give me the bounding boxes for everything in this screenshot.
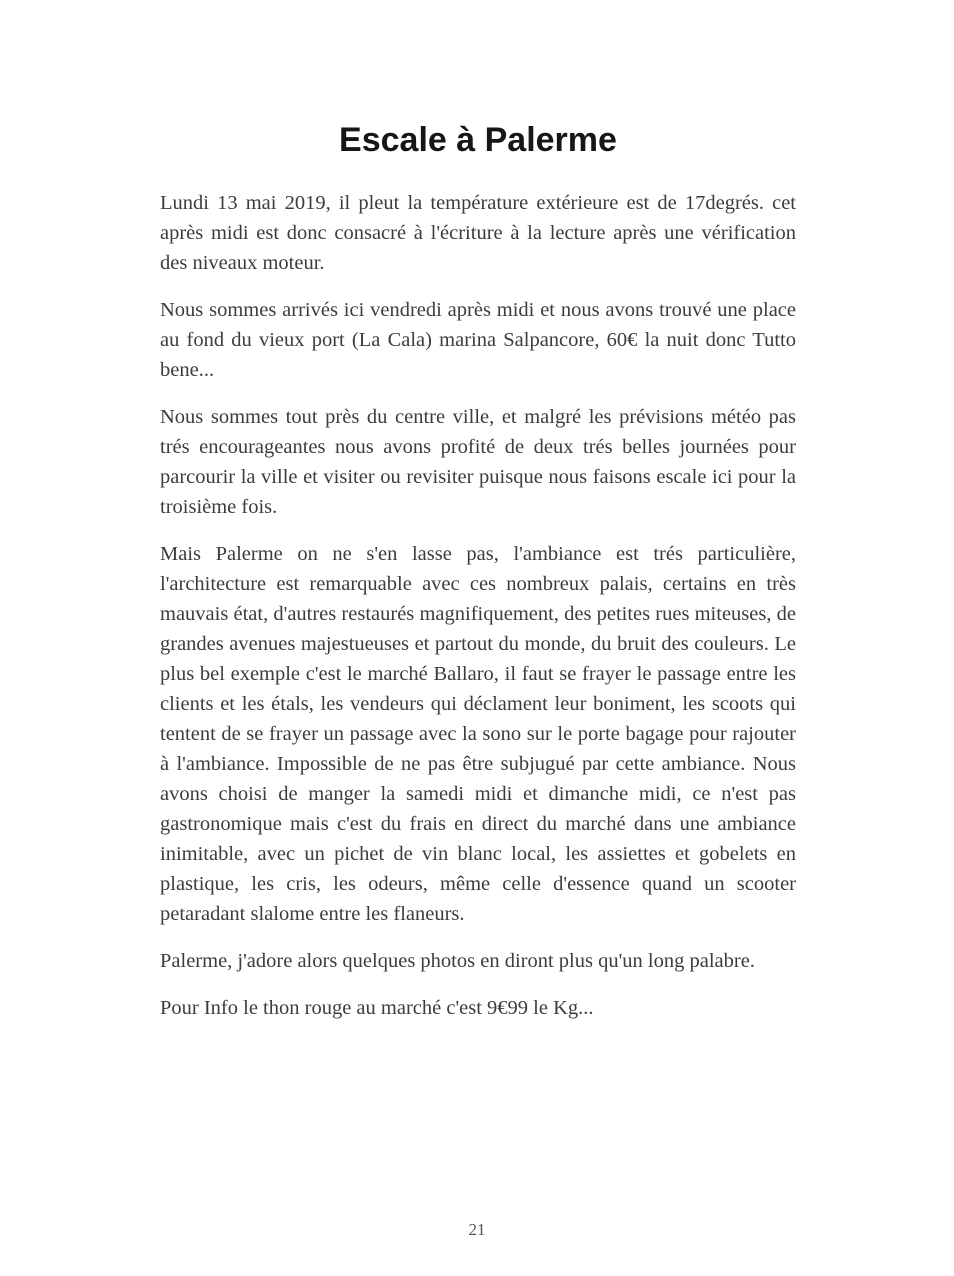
paragraph-tuna-price: Pour Info le thon rouge au marché c'est 9€99 le Kg... <box>160 997 594 1019</box>
document-content <box>160 118 796 1023</box>
paragraph-photos: Palerme, j'adore alors quelques photos en diront plus qu'un long palabre. <box>160 950 755 972</box>
paragraph-arrival-port: Nous sommes arrivés ici vendredi après midi et nous avons trouvé une place au fond du vieux port (La Cala) marina Salpancore, 60€ la nuit donc Tutto bene... <box>160 299 796 381</box>
paragraph-city-visit: Nous sommes tout près du centre ville, et malgré les prévisions météo pas trés encourageantes nous avons profité de deux trés belles journées pour parcourir la ville et visiter ou revisiter puisque nous faisons escale ici pour la troisième fois. <box>160 406 796 518</box>
page-title: Escale à Palerme <box>339 121 617 159</box>
paragraph-palermo-ambiance: Mais Palerme on ne s'en lasse pas, l'ambiance est trés particulière, l'architecture est remarquable avec ces nombreux palais, certains en très mauvais état, d'autres restaurés magnifiquement, des petites rues miteuses, de grandes avenues majestueuses et partout du monde, du bruit des couleurs. Le plus bel exemple c'est le marché Ballaro, il faut se frayer le passage entre les clients et les étals, les vendeurs qui déclament leur boniment, les scoots qui tentent de se frayer un passage avec la sono sur le porte bagage pour rajouter à l'ambiance. Impossible de ne pas être subjugué par cette ambiance. Nous avons choisi de manger la samedi midi et dimanche midi, ce n'est pas gastronomique mais c'est du frais en direct du marché dans une ambiance inimitable, avec un pichet de vin blanc local, les assiettes et gobelets en plastique, les cris, les odeurs, même celle d'essence quand un scooter petaradant slalome entre les flaneurs. <box>160 543 796 925</box>
page-number: 21 <box>468 1220 486 1239</box>
paragraph-intro-weather: Lundi 13 mai 2019, il pleut la température extérieure est de 17degrés. cet après midi est donc consacré à l'écriture à la lecture après une vérification des niveaux moteur. <box>160 192 796 274</box>
